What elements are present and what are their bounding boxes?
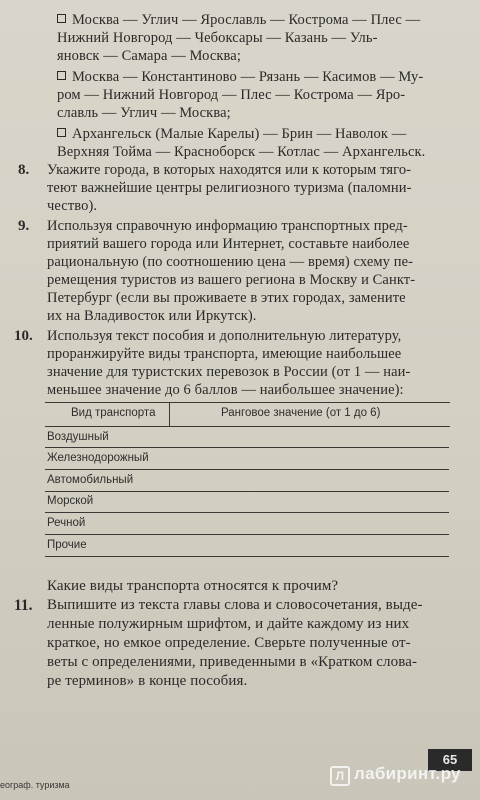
task-11-number: 11.: [14, 597, 33, 614]
route-1-line-2: Нижний Новгород — Чебоксары — Казань — Уль-: [57, 30, 378, 46]
task-11-line-2: ленные полужирным шрифтом, и дайте каждому из них: [47, 616, 410, 632]
task-10-number: 10.: [14, 328, 33, 344]
task-10-line-1: Используя текст пособия и дополнительную литературу,: [47, 328, 402, 344]
row-divider: [45, 534, 449, 535]
page-number: 65: [428, 749, 472, 771]
task-8-line-1: Укажите города, в которых находятся или к которым тяго-: [47, 162, 412, 178]
table-row-label: Воздушный: [47, 431, 109, 443]
table-top-border: [45, 402, 450, 403]
route-3-line-1: Архангельск (Малые Карелы) — Брин — Наволок —: [57, 126, 406, 143]
task-9-line-4: ремещения туристов из вашего региона в Москву и Санкт-: [47, 272, 416, 288]
checkbox-icon: [57, 14, 66, 23]
checkbox-icon: [57, 71, 66, 80]
table-row-label: Прочие: [47, 539, 87, 551]
header-rank-value: Ранговое значение (от 1 до 6): [221, 407, 381, 419]
task-10-line-2: проранжируйте виды транспорта, имеющие наибольшее: [47, 346, 402, 362]
route-2-line-2: ром — Нижний Новгород — Плес — Кострома — Яро-: [57, 87, 406, 103]
table-row-label: Речной: [47, 517, 86, 529]
task-8-line-3: чество).: [47, 198, 98, 214]
table-column-divider: [169, 402, 170, 426]
task-11-line-5: ре терминов» в конце пособия.: [47, 673, 248, 689]
row-divider: [45, 447, 449, 448]
row-divider: [45, 469, 449, 470]
task-9-line-1: Используя справочную информацию транспортных пред-: [47, 218, 408, 234]
header-transport-type: Вид транспорта: [71, 407, 156, 419]
task-11-line-1: Выпишите из текста главы слова и словосочетания, выде-: [47, 597, 423, 613]
task-8-number: 8.: [18, 162, 30, 178]
task-9-line-2: приятий вашего города или Интернет, составьте наиболее: [47, 236, 410, 252]
other-transport-question: Какие виды транспорта относятся к прочим?: [47, 578, 339, 594]
table-header-border: [45, 426, 450, 427]
task-11-line-3: краткое, но емкое определение. Сверьте полученные от-: [47, 635, 411, 651]
table-row-label: Автомобильный: [47, 474, 134, 486]
transport-ranking-table: [45, 402, 450, 558]
table-row-label: Железнодорожный: [47, 452, 149, 464]
row-divider: [45, 512, 449, 513]
checkbox-icon: [57, 128, 66, 137]
row-divider: [45, 491, 449, 492]
labirint-logo-icon: Л: [330, 766, 350, 786]
task-10-line-4: меньшее значение до 6 баллов — наибольшее значение):: [47, 382, 404, 398]
route-3-line-2: Верхняя Тойма — Красноборск — Котлас — Архангельск.: [57, 144, 426, 160]
route-2-line-1: Москва — Константиново — Рязань — Касимов — Му-: [57, 69, 423, 86]
watermark: Л лабиринт.ру: [330, 764, 461, 786]
task-9-line-6: их на Владивосток или Иркутск).: [47, 308, 257, 324]
route-1-line-3: яновск — Самара — Москва;: [57, 48, 241, 64]
running-title: еограф. туризма: [0, 780, 70, 790]
task-10-line-3: значение для туристских перевозок в России (от 1 — наи-: [47, 364, 411, 380]
task-11-line-4: веты с определениями, приведенными в «Кратком слова-: [47, 654, 418, 670]
route-1-line-1: Москва — Углич — Ярославль — Кострома — Плес —: [57, 12, 420, 29]
task-9-line-3: рациональную (по соотношению цена — время) схему пе-: [47, 254, 414, 270]
task-8-line-2: теют важнейшие центры религиозного туризма (паломни-: [47, 180, 412, 196]
table-bottom-border: [45, 556, 449, 557]
task-9-line-5: Петербург (если вы проживаете в этих городах, замените: [47, 290, 406, 306]
task-9-number: 9.: [18, 218, 30, 234]
route-2-line-3: славль — Углич — Москва;: [57, 105, 231, 121]
table-row-label: Морской: [47, 495, 94, 507]
